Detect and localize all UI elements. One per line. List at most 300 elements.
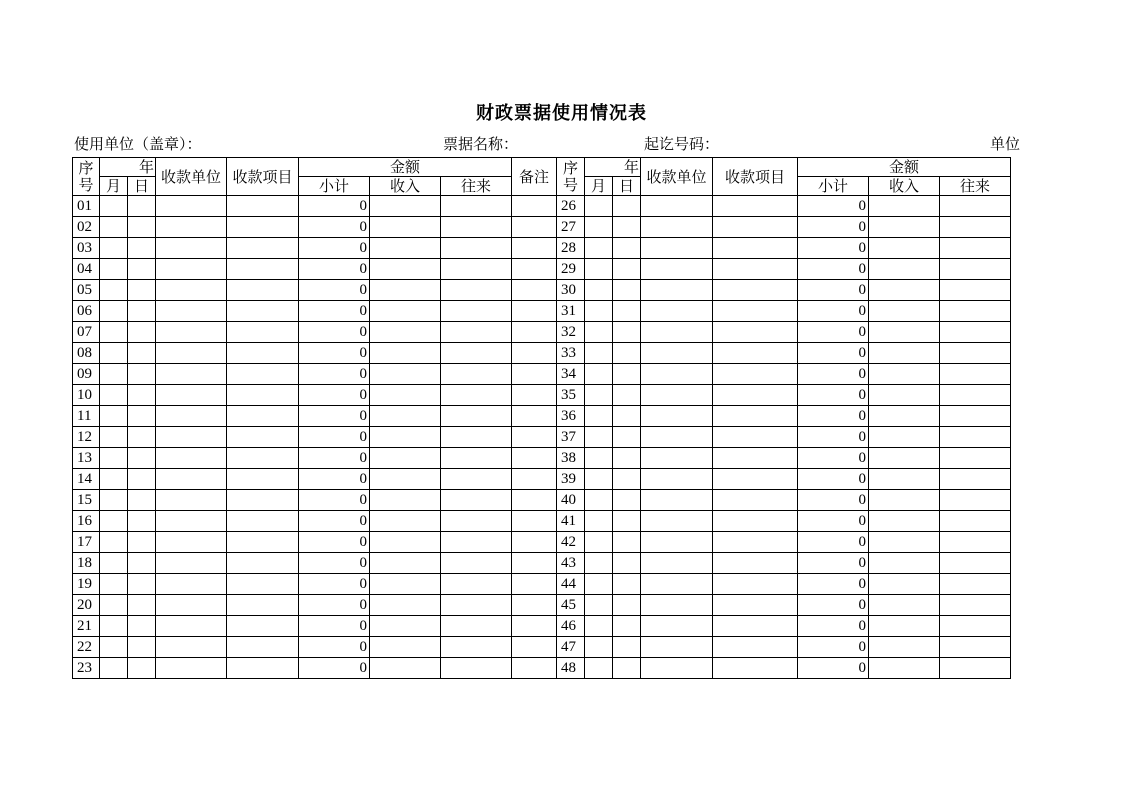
seq-cell[interactable]: 10 <box>73 385 100 406</box>
transfer-cell-right[interactable] <box>940 658 1011 679</box>
day-cell-right[interactable] <box>613 469 641 490</box>
payer-unit-cell[interactable] <box>156 259 227 280</box>
income-cell[interactable] <box>370 217 441 238</box>
seq-cell-right[interactable]: 39 <box>557 469 585 490</box>
seq-cell-right[interactable]: 26 <box>557 196 585 217</box>
transfer-cell[interactable] <box>441 553 512 574</box>
transfer-cell-right[interactable] <box>940 427 1011 448</box>
seq-cell-right[interactable]: 45 <box>557 595 585 616</box>
remark-cell[interactable] <box>512 196 557 217</box>
seq-cell[interactable]: 05 <box>73 280 100 301</box>
income-cell-right[interactable] <box>869 259 940 280</box>
month-cell-right[interactable] <box>585 511 613 532</box>
day-cell[interactable] <box>128 196 156 217</box>
seq-cell[interactable]: 17 <box>73 532 100 553</box>
income-cell[interactable] <box>370 616 441 637</box>
payer-unit-cell[interactable] <box>156 217 227 238</box>
subtotal-cell-right[interactable]: 0 <box>798 280 869 301</box>
payer-unit-cell[interactable] <box>156 322 227 343</box>
remark-cell[interactable] <box>512 490 557 511</box>
payer-unit-cell-right[interactable] <box>641 553 713 574</box>
income-cell[interactable] <box>370 238 441 259</box>
income-cell[interactable] <box>370 301 441 322</box>
month-cell-right[interactable] <box>585 595 613 616</box>
month-cell[interactable] <box>100 238 128 259</box>
month-cell-right[interactable] <box>585 637 613 658</box>
day-cell[interactable] <box>128 238 156 259</box>
payment-item-cell[interactable] <box>227 217 299 238</box>
seq-cell-right[interactable]: 42 <box>557 532 585 553</box>
month-cell[interactable] <box>100 217 128 238</box>
remark-cell[interactable] <box>512 364 557 385</box>
day-cell-right[interactable] <box>613 511 641 532</box>
payment-item-cell[interactable] <box>227 658 299 679</box>
payer-unit-cell-right[interactable] <box>641 511 713 532</box>
payment-item-cell-right[interactable] <box>713 658 798 679</box>
day-cell[interactable] <box>128 406 156 427</box>
payment-item-cell-right[interactable] <box>713 469 798 490</box>
payment-item-cell[interactable] <box>227 364 299 385</box>
day-cell[interactable] <box>128 301 156 322</box>
day-cell-right[interactable] <box>613 448 641 469</box>
subtotal-cell[interactable]: 0 <box>299 385 370 406</box>
seq-cell-right[interactable]: 46 <box>557 616 585 637</box>
payer-unit-cell-right[interactable] <box>641 448 713 469</box>
payer-unit-cell-right[interactable] <box>641 343 713 364</box>
day-cell-right[interactable] <box>613 553 641 574</box>
payment-item-cell-right[interactable] <box>713 448 798 469</box>
subtotal-cell[interactable]: 0 <box>299 217 370 238</box>
transfer-cell[interactable] <box>441 238 512 259</box>
payer-unit-cell[interactable] <box>156 595 227 616</box>
transfer-cell[interactable] <box>441 595 512 616</box>
day-cell[interactable] <box>128 616 156 637</box>
payer-unit-cell-right[interactable] <box>641 301 713 322</box>
transfer-cell[interactable] <box>441 364 512 385</box>
transfer-cell[interactable] <box>441 427 512 448</box>
payment-item-cell-right[interactable] <box>713 616 798 637</box>
month-cell[interactable] <box>100 637 128 658</box>
subtotal-cell[interactable]: 0 <box>299 574 370 595</box>
day-cell-right[interactable] <box>613 343 641 364</box>
payment-item-cell[interactable] <box>227 490 299 511</box>
subtotal-cell-right[interactable]: 0 <box>798 574 869 595</box>
income-cell[interactable] <box>370 532 441 553</box>
month-cell-right[interactable] <box>585 658 613 679</box>
seq-cell[interactable]: 03 <box>73 238 100 259</box>
transfer-cell[interactable] <box>441 490 512 511</box>
remark-cell[interactable] <box>512 595 557 616</box>
payer-unit-cell[interactable] <box>156 616 227 637</box>
transfer-cell[interactable] <box>441 217 512 238</box>
subtotal-cell-right[interactable]: 0 <box>798 448 869 469</box>
day-cell[interactable] <box>128 280 156 301</box>
month-cell-right[interactable] <box>585 406 613 427</box>
payment-item-cell[interactable] <box>227 553 299 574</box>
payment-item-cell-right[interactable] <box>713 532 798 553</box>
payment-item-cell[interactable] <box>227 238 299 259</box>
remark-cell[interactable] <box>512 553 557 574</box>
transfer-cell[interactable] <box>441 658 512 679</box>
transfer-cell[interactable] <box>441 637 512 658</box>
transfer-cell-right[interactable] <box>940 490 1011 511</box>
month-cell-right[interactable] <box>585 238 613 259</box>
transfer-cell[interactable] <box>441 616 512 637</box>
transfer-cell[interactable] <box>441 301 512 322</box>
month-cell-right[interactable] <box>585 490 613 511</box>
payer-unit-cell-right[interactable] <box>641 217 713 238</box>
day-cell[interactable] <box>128 490 156 511</box>
month-cell[interactable] <box>100 196 128 217</box>
payer-unit-cell-right[interactable] <box>641 532 713 553</box>
transfer-cell-right[interactable] <box>940 595 1011 616</box>
payment-item-cell-right[interactable] <box>713 553 798 574</box>
income-cell-right[interactable] <box>869 280 940 301</box>
transfer-cell-right[interactable] <box>940 238 1011 259</box>
payment-item-cell-right[interactable] <box>713 364 798 385</box>
payer-unit-cell[interactable] <box>156 364 227 385</box>
subtotal-cell[interactable]: 0 <box>299 427 370 448</box>
day-cell[interactable] <box>128 448 156 469</box>
month-cell[interactable] <box>100 616 128 637</box>
payer-unit-cell[interactable] <box>156 448 227 469</box>
income-cell[interactable] <box>370 406 441 427</box>
month-cell[interactable] <box>100 385 128 406</box>
payer-unit-cell[interactable] <box>156 511 227 532</box>
transfer-cell[interactable] <box>441 196 512 217</box>
month-cell[interactable] <box>100 448 128 469</box>
subtotal-cell-right[interactable]: 0 <box>798 511 869 532</box>
subtotal-cell-right[interactable]: 0 <box>798 217 869 238</box>
remark-cell[interactable] <box>512 448 557 469</box>
seq-cell[interactable]: 14 <box>73 469 100 490</box>
subtotal-cell[interactable]: 0 <box>299 553 370 574</box>
subtotal-cell[interactable]: 0 <box>299 511 370 532</box>
payer-unit-cell[interactable] <box>156 406 227 427</box>
transfer-cell-right[interactable] <box>940 574 1011 595</box>
remark-cell[interactable] <box>512 301 557 322</box>
seq-cell[interactable]: 02 <box>73 217 100 238</box>
payment-item-cell-right[interactable] <box>713 343 798 364</box>
month-cell[interactable] <box>100 280 128 301</box>
day-cell-right[interactable] <box>613 301 641 322</box>
payer-unit-cell-right[interactable] <box>641 259 713 280</box>
transfer-cell-right[interactable] <box>940 406 1011 427</box>
day-cell[interactable] <box>128 511 156 532</box>
transfer-cell[interactable] <box>441 259 512 280</box>
transfer-cell-right[interactable] <box>940 280 1011 301</box>
payer-unit-cell[interactable] <box>156 385 227 406</box>
income-cell-right[interactable] <box>869 364 940 385</box>
transfer-cell-right[interactable] <box>940 448 1011 469</box>
day-cell[interactable] <box>128 574 156 595</box>
month-cell[interactable] <box>100 406 128 427</box>
month-cell-right[interactable] <box>585 364 613 385</box>
month-cell[interactable] <box>100 658 128 679</box>
payment-item-cell-right[interactable] <box>713 574 798 595</box>
day-cell[interactable] <box>128 385 156 406</box>
subtotal-cell[interactable]: 0 <box>299 364 370 385</box>
remark-cell[interactable] <box>512 469 557 490</box>
payer-unit-cell-right[interactable] <box>641 658 713 679</box>
income-cell[interactable] <box>370 574 441 595</box>
seq-cell-right[interactable]: 48 <box>557 658 585 679</box>
payer-unit-cell[interactable] <box>156 553 227 574</box>
remark-cell[interactable] <box>512 532 557 553</box>
subtotal-cell[interactable]: 0 <box>299 448 370 469</box>
day-cell-right[interactable] <box>613 637 641 658</box>
month-cell-right[interactable] <box>585 280 613 301</box>
income-cell-right[interactable] <box>869 196 940 217</box>
payment-item-cell[interactable] <box>227 448 299 469</box>
payment-item-cell[interactable] <box>227 385 299 406</box>
payment-item-cell[interactable] <box>227 469 299 490</box>
subtotal-cell[interactable]: 0 <box>299 280 370 301</box>
income-cell[interactable] <box>370 469 441 490</box>
subtotal-cell[interactable]: 0 <box>299 658 370 679</box>
seq-cell[interactable]: 18 <box>73 553 100 574</box>
income-cell[interactable] <box>370 196 441 217</box>
payment-item-cell[interactable] <box>227 196 299 217</box>
income-cell-right[interactable] <box>869 469 940 490</box>
transfer-cell-right[interactable] <box>940 322 1011 343</box>
income-cell-right[interactable] <box>869 637 940 658</box>
transfer-cell-right[interactable] <box>940 637 1011 658</box>
month-cell[interactable] <box>100 301 128 322</box>
payment-item-cell[interactable] <box>227 574 299 595</box>
remark-cell[interactable] <box>512 280 557 301</box>
payment-item-cell[interactable] <box>227 616 299 637</box>
month-cell[interactable] <box>100 259 128 280</box>
payment-item-cell[interactable] <box>227 322 299 343</box>
day-cell-right[interactable] <box>613 406 641 427</box>
income-cell[interactable] <box>370 637 441 658</box>
day-cell-right[interactable] <box>613 616 641 637</box>
month-cell[interactable] <box>100 532 128 553</box>
remark-cell[interactable] <box>512 574 557 595</box>
day-cell-right[interactable] <box>613 658 641 679</box>
seq-cell-right[interactable]: 29 <box>557 259 585 280</box>
seq-cell-right[interactable]: 35 <box>557 385 585 406</box>
seq-cell-right[interactable]: 27 <box>557 217 585 238</box>
day-cell[interactable] <box>128 364 156 385</box>
income-cell[interactable] <box>370 280 441 301</box>
subtotal-cell[interactable]: 0 <box>299 343 370 364</box>
income-cell[interactable] <box>370 322 441 343</box>
seq-cell-right[interactable]: 47 <box>557 637 585 658</box>
remark-cell[interactable] <box>512 385 557 406</box>
month-cell-right[interactable] <box>585 259 613 280</box>
transfer-cell[interactable] <box>441 343 512 364</box>
payer-unit-cell-right[interactable] <box>641 406 713 427</box>
month-cell-right[interactable] <box>585 553 613 574</box>
day-cell[interactable] <box>128 637 156 658</box>
payer-unit-cell-right[interactable] <box>641 238 713 259</box>
payer-unit-cell[interactable] <box>156 427 227 448</box>
month-cell-right[interactable] <box>585 469 613 490</box>
payer-unit-cell[interactable] <box>156 658 227 679</box>
seq-cell[interactable]: 23 <box>73 658 100 679</box>
income-cell-right[interactable] <box>869 406 940 427</box>
day-cell[interactable] <box>128 343 156 364</box>
seq-cell[interactable]: 20 <box>73 595 100 616</box>
seq-cell-right[interactable]: 32 <box>557 322 585 343</box>
subtotal-cell-right[interactable]: 0 <box>798 364 869 385</box>
payment-item-cell-right[interactable] <box>713 637 798 658</box>
income-cell-right[interactable] <box>869 217 940 238</box>
day-cell-right[interactable] <box>613 385 641 406</box>
transfer-cell-right[interactable] <box>940 469 1011 490</box>
transfer-cell-right[interactable] <box>940 532 1011 553</box>
transfer-cell-right[interactable] <box>940 259 1011 280</box>
income-cell-right[interactable] <box>869 322 940 343</box>
payment-item-cell-right[interactable] <box>713 427 798 448</box>
day-cell[interactable] <box>128 658 156 679</box>
payment-item-cell-right[interactable] <box>713 322 798 343</box>
subtotal-cell[interactable]: 0 <box>299 322 370 343</box>
income-cell[interactable] <box>370 490 441 511</box>
remark-cell[interactable] <box>512 259 557 280</box>
transfer-cell-right[interactable] <box>940 553 1011 574</box>
month-cell-right[interactable] <box>585 217 613 238</box>
income-cell[interactable] <box>370 259 441 280</box>
income-cell-right[interactable] <box>869 343 940 364</box>
payment-item-cell[interactable] <box>227 511 299 532</box>
seq-cell[interactable]: 01 <box>73 196 100 217</box>
payer-unit-cell-right[interactable] <box>641 469 713 490</box>
payment-item-cell-right[interactable] <box>713 511 798 532</box>
income-cell-right[interactable] <box>869 490 940 511</box>
subtotal-cell[interactable]: 0 <box>299 595 370 616</box>
payer-unit-cell[interactable] <box>156 532 227 553</box>
transfer-cell[interactable] <box>441 448 512 469</box>
payer-unit-cell-right[interactable] <box>641 574 713 595</box>
seq-cell-right[interactable]: 37 <box>557 427 585 448</box>
payer-unit-cell-right[interactable] <box>641 196 713 217</box>
income-cell[interactable] <box>370 595 441 616</box>
seq-cell[interactable]: 22 <box>73 637 100 658</box>
month-cell[interactable] <box>100 595 128 616</box>
day-cell-right[interactable] <box>613 259 641 280</box>
income-cell[interactable] <box>370 343 441 364</box>
remark-cell[interactable] <box>512 427 557 448</box>
subtotal-cell[interactable]: 0 <box>299 196 370 217</box>
subtotal-cell-right[interactable]: 0 <box>798 385 869 406</box>
month-cell-right[interactable] <box>585 532 613 553</box>
seq-cell[interactable]: 16 <box>73 511 100 532</box>
day-cell-right[interactable] <box>613 574 641 595</box>
payment-item-cell[interactable] <box>227 406 299 427</box>
month-cell[interactable] <box>100 343 128 364</box>
day-cell-right[interactable] <box>613 280 641 301</box>
subtotal-cell[interactable]: 0 <box>299 616 370 637</box>
seq-cell-right[interactable]: 33 <box>557 343 585 364</box>
transfer-cell-right[interactable] <box>940 301 1011 322</box>
payer-unit-cell[interactable] <box>156 637 227 658</box>
seq-cell[interactable]: 13 <box>73 448 100 469</box>
subtotal-cell-right[interactable]: 0 <box>798 301 869 322</box>
transfer-cell-right[interactable] <box>940 385 1011 406</box>
seq-cell-right[interactable]: 43 <box>557 553 585 574</box>
income-cell-right[interactable] <box>869 616 940 637</box>
payer-unit-cell-right[interactable] <box>641 616 713 637</box>
payment-item-cell[interactable] <box>227 280 299 301</box>
payment-item-cell-right[interactable] <box>713 238 798 259</box>
month-cell[interactable] <box>100 511 128 532</box>
transfer-cell[interactable] <box>441 469 512 490</box>
subtotal-cell-right[interactable]: 0 <box>798 532 869 553</box>
subtotal-cell-right[interactable]: 0 <box>798 595 869 616</box>
month-cell-right[interactable] <box>585 301 613 322</box>
subtotal-cell-right[interactable]: 0 <box>798 406 869 427</box>
day-cell-right[interactable] <box>613 238 641 259</box>
transfer-cell[interactable] <box>441 574 512 595</box>
income-cell-right[interactable] <box>869 595 940 616</box>
payer-unit-cell-right[interactable] <box>641 385 713 406</box>
subtotal-cell[interactable]: 0 <box>299 637 370 658</box>
day-cell-right[interactable] <box>613 427 641 448</box>
income-cell[interactable] <box>370 448 441 469</box>
transfer-cell[interactable] <box>441 322 512 343</box>
payer-unit-cell-right[interactable] <box>641 637 713 658</box>
month-cell[interactable] <box>100 427 128 448</box>
seq-cell-right[interactable]: 30 <box>557 280 585 301</box>
subtotal-cell-right[interactable]: 0 <box>798 343 869 364</box>
subtotal-cell-right[interactable]: 0 <box>798 322 869 343</box>
month-cell[interactable] <box>100 553 128 574</box>
payment-item-cell[interactable] <box>227 301 299 322</box>
day-cell-right[interactable] <box>613 217 641 238</box>
subtotal-cell[interactable]: 0 <box>299 490 370 511</box>
day-cell-right[interactable] <box>613 532 641 553</box>
month-cell-right[interactable] <box>585 196 613 217</box>
payer-unit-cell-right[interactable] <box>641 427 713 448</box>
day-cell[interactable] <box>128 553 156 574</box>
payment-item-cell[interactable] <box>227 259 299 280</box>
subtotal-cell-right[interactable]: 0 <box>798 196 869 217</box>
day-cell-right[interactable] <box>613 196 641 217</box>
income-cell-right[interactable] <box>869 238 940 259</box>
month-cell[interactable] <box>100 364 128 385</box>
income-cell-right[interactable] <box>869 385 940 406</box>
day-cell[interactable] <box>128 217 156 238</box>
month-cell[interactable] <box>100 574 128 595</box>
subtotal-cell-right[interactable]: 0 <box>798 469 869 490</box>
subtotal-cell[interactable]: 0 <box>299 301 370 322</box>
day-cell[interactable] <box>128 595 156 616</box>
subtotal-cell[interactable]: 0 <box>299 532 370 553</box>
day-cell[interactable] <box>128 427 156 448</box>
income-cell[interactable] <box>370 385 441 406</box>
payment-item-cell[interactable] <box>227 343 299 364</box>
seq-cell-right[interactable]: 40 <box>557 490 585 511</box>
seq-cell[interactable]: 04 <box>73 259 100 280</box>
seq-cell[interactable]: 07 <box>73 322 100 343</box>
remark-cell[interactable] <box>512 511 557 532</box>
seq-cell-right[interactable]: 34 <box>557 364 585 385</box>
transfer-cell[interactable] <box>441 511 512 532</box>
day-cell[interactable] <box>128 532 156 553</box>
month-cell[interactable] <box>100 322 128 343</box>
income-cell-right[interactable] <box>869 301 940 322</box>
payer-unit-cell-right[interactable] <box>641 322 713 343</box>
payer-unit-cell[interactable] <box>156 469 227 490</box>
transfer-cell-right[interactable] <box>940 196 1011 217</box>
income-cell-right[interactable] <box>869 427 940 448</box>
seq-cell[interactable]: 09 <box>73 364 100 385</box>
day-cell[interactable] <box>128 469 156 490</box>
subtotal-cell-right[interactable]: 0 <box>798 259 869 280</box>
